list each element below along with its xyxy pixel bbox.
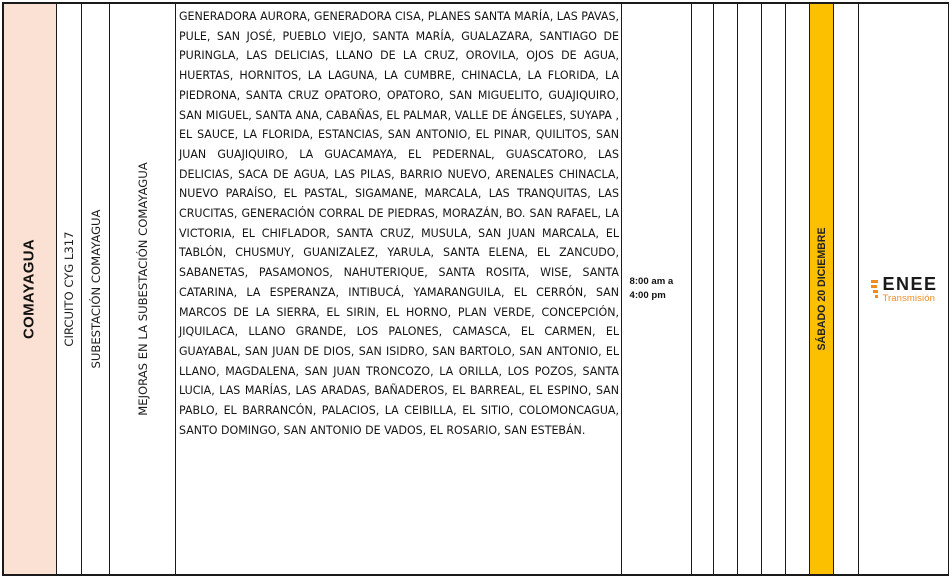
logo-cell xyxy=(859,2,949,576)
empty-day-cell xyxy=(834,2,859,576)
time-end: 4:00 pm xyxy=(629,290,666,301)
logo-subtitle: Transmisión xyxy=(882,292,935,304)
work-description-cell xyxy=(110,2,176,576)
circuit-cell xyxy=(57,2,82,576)
circuit-label: CIRCUITO CYG L317 xyxy=(62,231,76,347)
date-cell xyxy=(810,2,834,576)
substation-cell xyxy=(82,2,110,576)
empty-day-cell xyxy=(692,2,714,576)
empty-day-cell xyxy=(738,2,762,576)
department-cell xyxy=(2,2,57,576)
enee-logo xyxy=(871,275,937,304)
substation-label: SUBESTACIÓN COMAYAGUA xyxy=(88,209,103,369)
department-label: COMAYAGUA xyxy=(20,239,38,339)
work-description: MEJORAS EN LA SUBESTACIÓN COMAYAGUA xyxy=(135,162,150,416)
empty-day-cell xyxy=(762,2,786,576)
empty-day-cell xyxy=(714,2,738,576)
affected-areas-list: GENERADORA AURORA, GENERADORA CISA, PLANES SANTA MARÍA, LAS PAVAS, PULE, SAN JOSÉ, PUEBLO VIEJO, SANTA MARÍA, GUALAZARA, SANTIAGO DE PURINGLA, LAS DELICIAS, LLANO DE LA CRUZ, OROVILA, OJOS DE AGUA, HUERTAS, HORNITOS, LA LAGUNA, LA CUMBRE, CHINACLA, LA FLORIDA, LA PIEDRONA, SANTA CRUZ OPATORO, OPATORO, SAN MIGUELITO, GUAJIQUIRO, SAN MIGUEL, SANTA ANA, CABAÑAS, EL PALMAR, VALLE DE ÁNGELES, SUYAPA , EL SAUCE, LA FLORIDA, ESTANCIAS, SAN ANTONIO, EL PINAR, QUILITOS, SAN JUAN GUAJIQUIRO, LA GUACAMAYA, EL PEDERNAL, GUASCATORO, LAS DELICIAS, SACA DE AGUA, LAS PILAS, BARRIO NUEVO, ARENALES CHINACLA, NUEVO PARAÍSO, EL PASTAL, SIGAMANE, MARCALA, LAS TRANQUITAS, LAS CRUCITAS, GENERACIÓN CORRAL DE PIEDRAS, MORAZÁN, BO. SAN RAFAEL, LA VICTORIA, EL CHIFLADOR, SANTA CRUZ, MUSULA, SAN JUAN MARCALA, EL TABLÓN, CHUSMUY, GUANIZALEZ, YARULA, SANTA ELENA, EL ZANCUDO, SABANETAS, PASAMONOS, NAHUTERIQUE, SANTA ROSITA, WISE, SANTA CATARINA, LA ESPERANZA, INTIBUCÁ, YAMARANGUILA, EL CERRÓN, SAN MARCOS DE LA SIERRA, EL SIRIN, EL HORNO, PLAN VERDE, CONCEPCIÓN, JIQUILACA, LLANO GRANDE, LOS PALONES, CAMASCA, EL CARMEN, EL GUAYABAL, SAN JUAN DE DIOS, SAN ISIDRO, SAN BARTOLO, SAN ANTONIO, EL LLANO, MAGDALENA, SAN JUAN TRONCOZO, LA ORILLA, LOS POZOS, SANTA LUCIA, LAS MARÍAS, LAS ARADAS, BAÑADEROS, EL BARREAL, EL ESPINO, SAN PABLO, EL BARRANCÓN, PALACIOS, LA CEIBILLA, EL SITIO, COLOMONCAGUA, SANTO DOMINGO, SAN ANTONIO DE VADOS, EL ROSARIO, SAN ESTEBÁN. xyxy=(179,10,619,437)
enee-flag-icon xyxy=(871,279,879,299)
logo-name: ENEE xyxy=(882,273,938,294)
time-start: 8:00 am a xyxy=(629,276,674,287)
schedule-time-cell xyxy=(622,2,692,576)
affected-areas-cell xyxy=(176,2,622,576)
empty-day-cell xyxy=(786,2,810,576)
date-label: SÁBADO 20 DICIEMBRE xyxy=(815,227,828,351)
